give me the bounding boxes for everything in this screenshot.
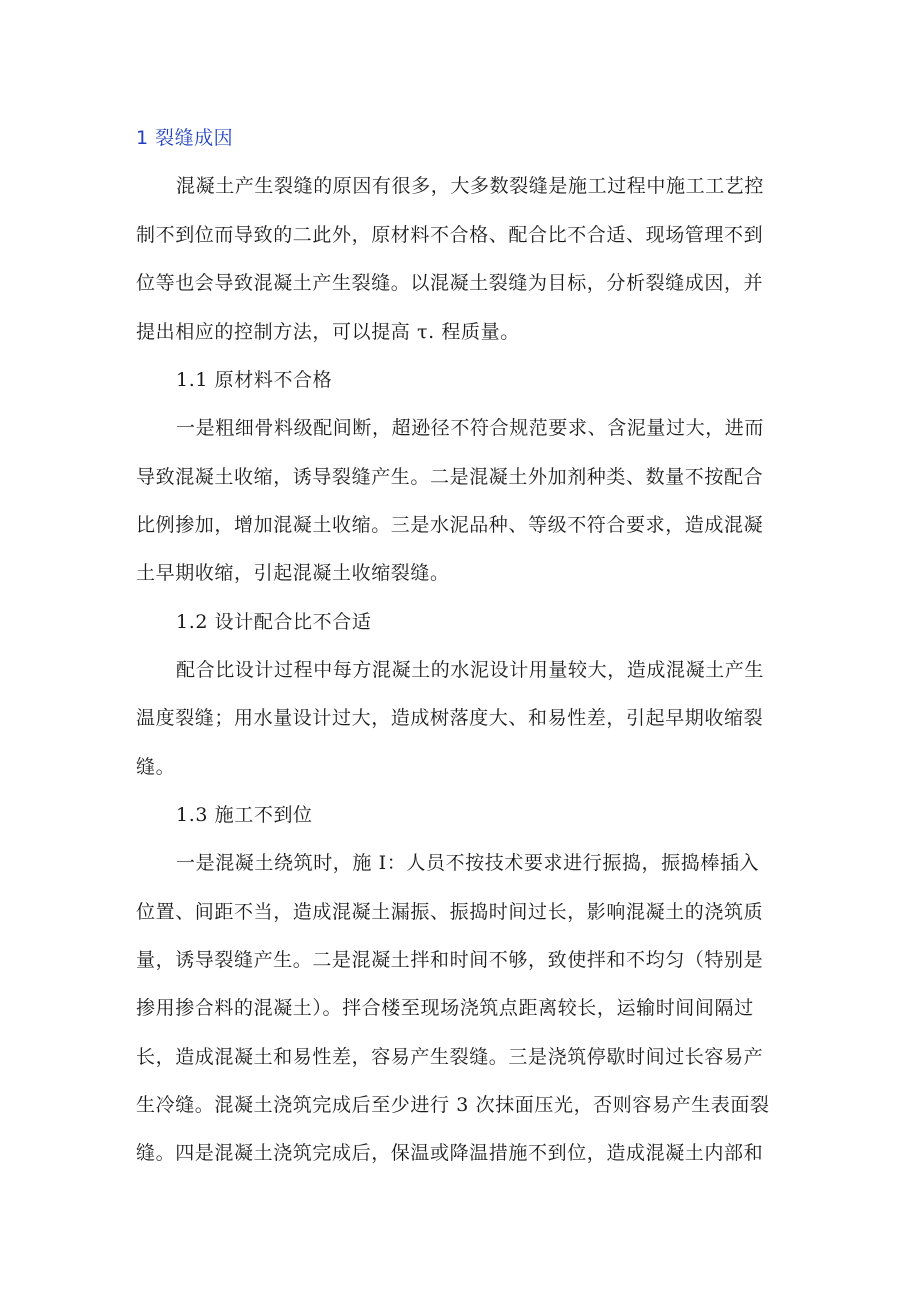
- paragraph-line: 制不到位而导致的二此外，原材料不合格、配合比不合适、现场管理不到: [136, 224, 764, 246]
- paragraph-line: 土早期收缩，引起混凝土收缩裂缝。: [136, 562, 450, 584]
- section-heading: 1 裂缝成因: [136, 127, 234, 149]
- paragraph-line: 比例掺加，增加混凝土收缩。三是水泥品种、等级不符合要求，造成混凝: [136, 514, 764, 536]
- paragraph-line: 长，造成混凝土和易性差，容易产生裂缝。三是浇筑停歇时间过长容易产: [136, 1046, 764, 1068]
- paragraph-line: 生冷缝。混凝土浇筑完成后至少进行 3 次抹面压光，否则容易产生表面裂: [136, 1094, 770, 1116]
- paragraph-line: 导致混凝土收缩，诱导裂缝产生。二是混凝土外加剂种类、数量不按配合: [136, 466, 764, 488]
- paragraph-line: 混凝土产生裂缝的原因有很多，大多数裂缝是施工过程中施工工艺控: [176, 175, 765, 197]
- paragraph-line: 掺用掺合料的混凝土）。拌合楼至现场浇筑点距离较长，运输时间间隔过: [136, 997, 754, 1019]
- paragraph-line: 配合比设计过程中每方混凝土的水泥设计用量较大，造成混凝土产生: [176, 659, 765, 681]
- paragraph-line: 提出相应的控制方法，可以提高 τ. 程质量。: [136, 321, 520, 343]
- paragraph-line: 位等也会导致混凝土产生裂缝。以混凝土裂缝为目标，分析裂缝成因，并: [136, 272, 764, 294]
- paragraph-line: 量，诱导裂缝产生。二是混凝土拌和时间不够，致使拌和不均匀（特别是: [136, 949, 764, 971]
- paragraph-line: 一是混凝土绕筑时，施 I：人员不按技术要求进行振捣，振捣棒插入: [176, 852, 760, 874]
- paragraph-line: 一是粗细骨料级配间断，超逊径不符合规范要求、含泥量过大，进而: [176, 417, 765, 439]
- subsection-title: 1.2 设计配合比不合适: [176, 611, 372, 633]
- paragraph-line: 温度裂缝；用水量设计过大，造成树落度大、和易性差，引起早期收缩裂: [136, 707, 764, 729]
- subsection-title: 1.3 施工不到位: [176, 804, 313, 826]
- paragraph-line: 位置、间距不当，造成混凝土漏振、振捣时间过长，影响混凝土的浇筑质: [136, 901, 764, 923]
- paragraph-line: 缝。四是混凝土浇筑完成后，保温或降温措施不到位，造成混凝土内部和: [136, 1142, 764, 1164]
- subsection-title: 1.1 原材料不合格: [176, 369, 333, 391]
- paragraph-line: 缝。: [136, 756, 176, 778]
